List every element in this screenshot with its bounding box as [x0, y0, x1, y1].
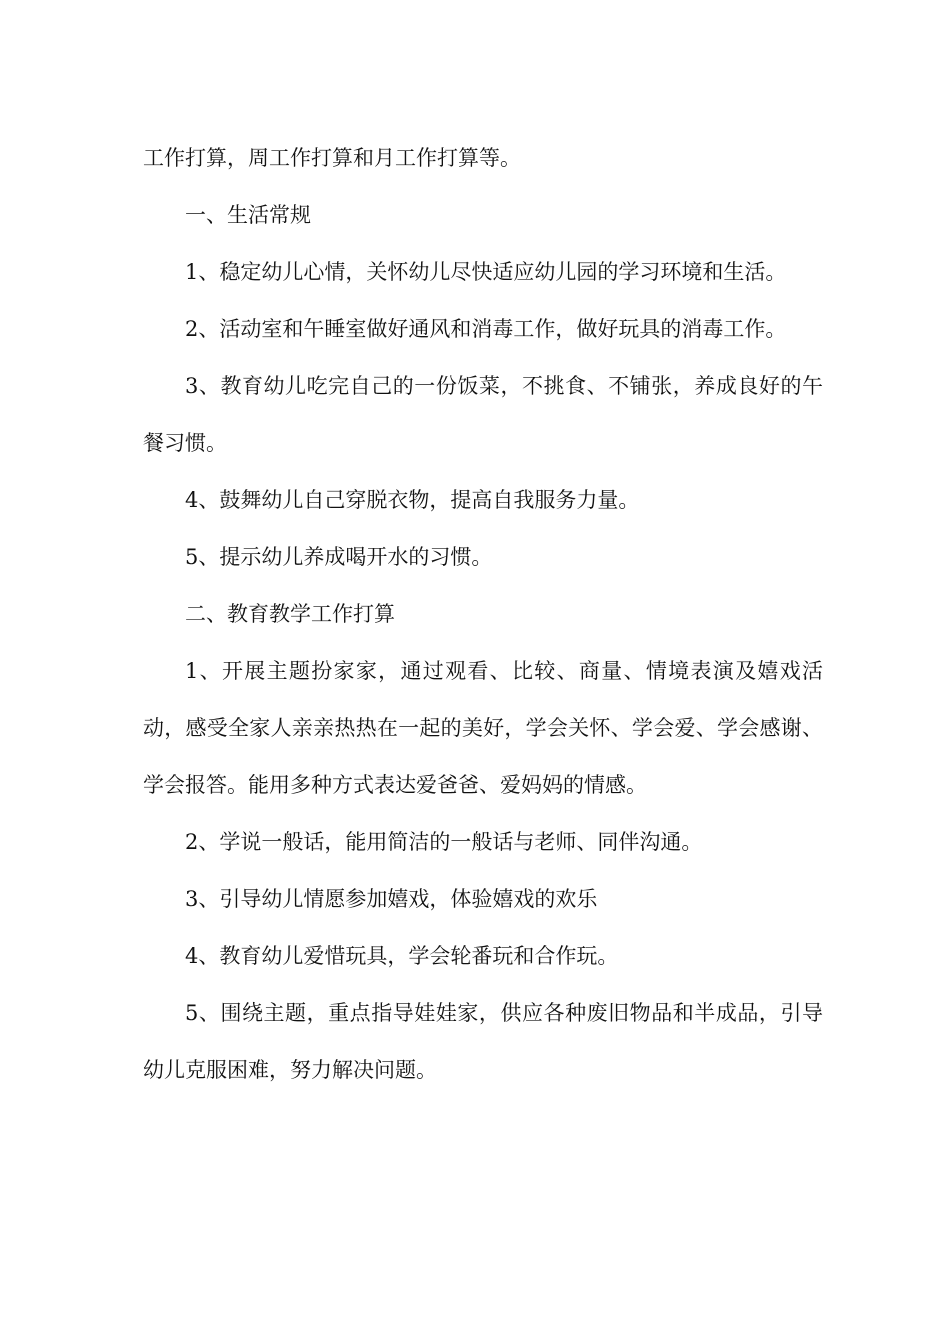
- paragraph-routine-1: 1、稳定幼儿心情，关怀幼儿尽快适应幼儿园的学习环境和生活。: [185, 260, 787, 284]
- section-heading-daily-routine: 一、生活常规: [185, 203, 311, 227]
- paragraph-routine-5: 5、提示幼儿养成喝开水的习惯。: [185, 545, 493, 569]
- document-body: [143, 130, 823, 1099]
- paragraph-routine-2: 2、活动室和午睡室做好通风和消毒工作，做好玩具的消毒工作。: [185, 317, 787, 341]
- paragraph-teaching-3: 3、引导幼儿情愿参加嬉戏，体验嬉戏的欢乐: [185, 887, 598, 911]
- paragraph-routine-4: 4、鼓舞幼儿自己穿脱衣物，提高自我服务力量。: [185, 488, 640, 512]
- paragraph-continuation: 工作打算，周工作打算和月工作打算等。: [143, 146, 521, 170]
- paragraph-teaching-4: 4、教育幼儿爱惜玩具，学会轮番玩和合作玩。: [185, 944, 619, 968]
- paragraph-teaching-1: 1、开展主题扮家家，通过观看、比较、商量、情境表演及嬉戏活动，感受全家人亲亲热热在一起的美好，学会关怀、学会爱、学会感谢、学会报答。能用多种方式表达爱爸爸、爱妈妈的情感。: [143, 659, 823, 797]
- paragraph-teaching-5: 5、围绕主题，重点指导娃娃家，供应各种废旧物品和半成品，引导幼儿克服困难，努力解决问题。: [143, 1001, 823, 1082]
- paragraph-teaching-2: 2、学说一般话，能用简洁的一般话与老师、同伴沟通。: [185, 830, 703, 854]
- paragraph-routine-3: 3、教育幼儿吃完自己的一份饭菜，不挑食、不铺张，养成良好的午餐习惯。: [143, 374, 823, 455]
- section-heading-teaching-plan: 二、教育教学工作打算: [185, 602, 395, 626]
